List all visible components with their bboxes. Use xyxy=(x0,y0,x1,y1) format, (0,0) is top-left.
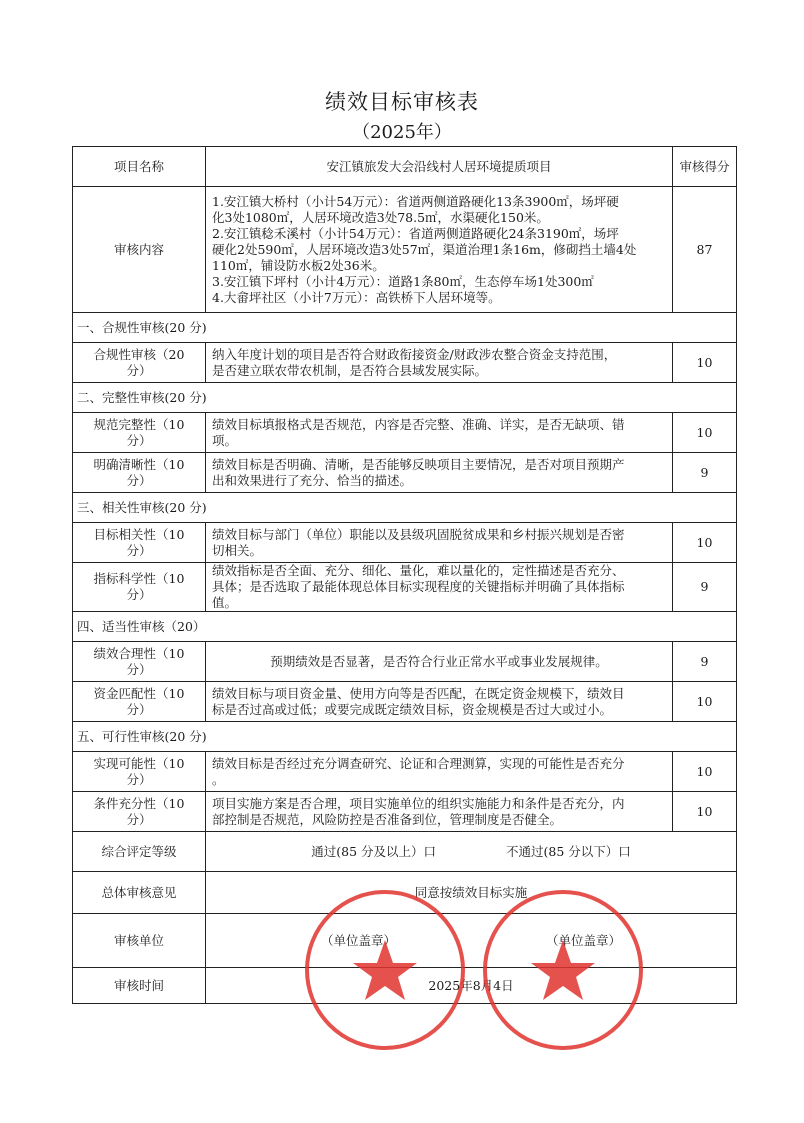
content-line: 硬化2处590㎡，人居环境改造3处57㎡，渠道治理1条16m，修砌挡土墙4处 xyxy=(212,241,637,257)
criteria-description xyxy=(206,343,673,383)
score-header: 审核得分 xyxy=(673,147,737,187)
description-line: 出和效果进行了充分、恰当的描述。 xyxy=(212,472,413,488)
criteria-description xyxy=(206,682,673,722)
page-year: （2025年） xyxy=(352,122,452,143)
content-line: 1.安江镇大桥村（小计54万元）：省道两侧道路硬化13条3900㎡，场坪硬 xyxy=(212,193,619,209)
criteria-description xyxy=(206,642,673,682)
content-score: 87 xyxy=(673,187,737,313)
criteria-score: 10 xyxy=(673,682,737,722)
content-line: 化3处1080㎡，人居环境改造3处78.5㎡，水渠硬化150米。 xyxy=(212,209,549,225)
time-cell xyxy=(206,968,737,1004)
footer-label: 总体审核意见 xyxy=(73,872,206,914)
section-header xyxy=(73,612,737,642)
footer-label: 综合评定等级 xyxy=(73,832,206,872)
project-name-value: 安江镇旅发大会沿线村人居环境提质项目 xyxy=(206,147,673,187)
unit-cell xyxy=(206,914,737,968)
description-line: 。 xyxy=(212,771,225,787)
section-header xyxy=(73,383,737,413)
criteria-label: 规范完整性（10 分） xyxy=(73,413,206,453)
section-header xyxy=(73,493,737,523)
criteria-row xyxy=(73,682,737,722)
section-header xyxy=(73,313,737,343)
criteria-score: 10 xyxy=(673,413,737,453)
criteria-row xyxy=(73,792,737,832)
review-table xyxy=(72,146,737,1004)
description-line: 绩效目标是否明确、清晰，是否能够反映项目主要情况，是否对项目预期产 xyxy=(212,456,625,472)
content-row xyxy=(73,187,737,313)
section-title: 三、相关性审核(20 分) xyxy=(73,493,737,523)
criteria-label: 条件充分性（10 分） xyxy=(73,792,206,832)
footer-label: 审核时间 xyxy=(73,968,206,1004)
review-date: 2025年8月4日 xyxy=(428,977,514,993)
criteria-row xyxy=(73,752,737,792)
description-line: 预期绩效是否显著，是否符合行业正常水平或事业发展规律。 xyxy=(270,653,608,669)
criteria-description xyxy=(206,453,673,493)
criteria-label: 合规性审核（20 分） xyxy=(73,343,206,383)
criteria-description xyxy=(206,413,673,453)
criteria-score: 10 xyxy=(673,792,737,832)
criteria-label: 明确清晰性（10 分） xyxy=(73,453,206,493)
section-title: 四、适当性审核（20） xyxy=(73,612,737,642)
criteria-score: 10 xyxy=(673,752,737,792)
criteria-score: 9 xyxy=(673,453,737,493)
footer-row xyxy=(73,832,737,872)
criteria-row xyxy=(73,413,737,453)
description-line: 项目实施方案是否合理，项目实施单位的组织实施能力和条件是否充分，内 xyxy=(212,795,625,811)
content-lines xyxy=(206,187,673,313)
description-line: 纳入年度计划的项目是否符合财政衔接资金/财政涉农整合资金支持范围， xyxy=(212,346,617,362)
section-title: 二、完整性审核(20 分) xyxy=(73,383,737,413)
criteria-score: 10 xyxy=(673,343,737,383)
description-line: 项。 xyxy=(212,432,238,448)
rating-cell xyxy=(206,832,737,872)
criteria-label: 实现可能性（10 分） xyxy=(73,752,206,792)
unit-stamp-1: （单位盖章） xyxy=(320,932,396,948)
criteria-row xyxy=(73,642,737,682)
criteria-row xyxy=(73,563,737,612)
page-title: 绩效目标审核表 xyxy=(325,90,479,114)
criteria-score: 10 xyxy=(673,523,737,563)
criteria-description xyxy=(206,523,673,563)
header-row xyxy=(73,147,737,187)
footer-label: 审核单位 xyxy=(73,914,206,968)
criteria-label: 指标科学性（10 分） xyxy=(73,563,206,612)
unit-stamp-2: （单位盖章） xyxy=(546,932,622,948)
criteria-description xyxy=(206,752,673,792)
description-line: 部控制是否规范，风险防控是否准备到位，管理制度是否健全。 xyxy=(212,811,563,827)
criteria-row xyxy=(73,343,737,383)
description-line: 绩效目标与项目资金量、使用方向等是否匹配，在既定资金规模下，绩效目 xyxy=(212,685,625,701)
fail-option: 不通过(85 分以下）口 xyxy=(506,843,631,859)
description-line: 标是否过高或过低；或要完成既定绩效目标，资金规模是否过大或过小。 xyxy=(212,701,613,717)
criteria-label: 资金匹配性（10 分） xyxy=(73,682,206,722)
seal-finance-icon xyxy=(300,885,470,1055)
criteria-score: 9 xyxy=(673,563,737,612)
criteria-row xyxy=(73,453,737,493)
content-line: 4.大畲坪社区（小计7万元）：高铁桥下人居环境等。 xyxy=(212,289,501,305)
criteria-label: 绩效合理性（10 分） xyxy=(73,642,206,682)
seal-agriculture-icon xyxy=(478,885,648,1055)
description-line: 切相关。 xyxy=(212,542,263,558)
criteria-description xyxy=(206,563,673,612)
content-line: 2.安江镇稔禾溪村（小计54万元）：省道两侧道路硬化24条3190㎡，场坪 xyxy=(212,225,619,241)
criteria-description xyxy=(206,792,673,832)
section-title: 五、可行性审核(20 分) xyxy=(73,722,737,752)
description-line: 绩效目标与部门（单位）职能以及县级巩固脱贫成果和乡村振兴规划是否密 xyxy=(212,526,625,542)
section-title: 一、合规性审核(20 分) xyxy=(73,313,737,343)
description-line: 绩效指标是否全面、充分、细化、量化，难以量化的，定性描述是否充分、 xyxy=(212,563,625,578)
criteria-score: 9 xyxy=(673,642,737,682)
opinion-cell xyxy=(206,872,737,914)
pass-option: 通过(85 分及以上）口 xyxy=(311,843,436,859)
content-label: 审核内容 xyxy=(73,187,206,313)
content-line: 110㎡，铺设防水板2处36米。 xyxy=(212,257,385,273)
criteria-row xyxy=(73,523,737,563)
description-line: 是否建立联农带农机制，是否符合县域发展实际。 xyxy=(212,362,488,378)
project-name-label: 项目名称 xyxy=(73,147,206,187)
description-line: 绩效目标填报格式是否规范，内容是否完整、准确、详实，是否无缺项、错 xyxy=(212,416,625,432)
content-line: 3.安江镇下坪村（小计4万元）：道路1条80㎡，生态停车场1处300㎡ xyxy=(212,273,594,289)
criteria-label: 目标相关性（10 分） xyxy=(73,523,206,563)
description-line: 绩效目标是否经过充分调查研究、论证和合理测算，实现的可能性是否充分 xyxy=(212,755,625,771)
opinion-text: 同意按绩效目标实施 xyxy=(414,884,528,900)
section-header xyxy=(73,722,737,752)
description-line: 具体；是否选取了最能体现总体目标实现程度的关键指标并明确了具体指标 xyxy=(212,579,625,594)
description-line: 值。 xyxy=(212,595,238,610)
